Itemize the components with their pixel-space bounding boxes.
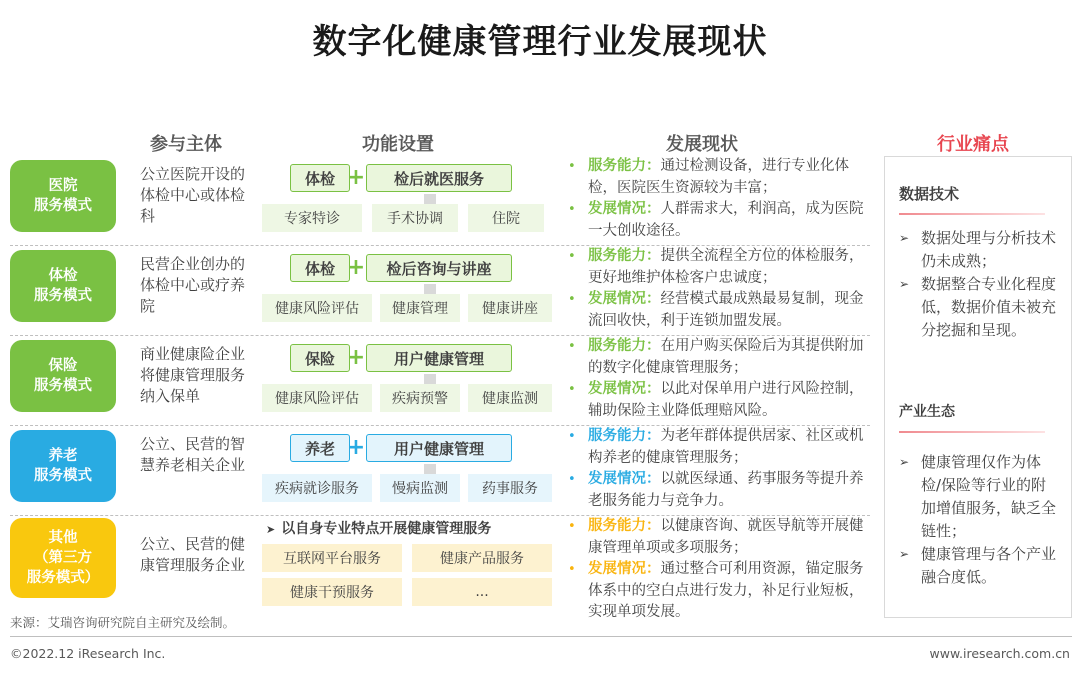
function-sub-pill: 健康风险评估 [262,384,372,412]
pain-item: 健康管理与各个产业融合度低。 [921,545,1057,586]
bullet-icon: • [568,292,576,307]
mode-line: 服务模式） [26,570,100,586]
pain-list-data-tech [899,227,1059,342]
actor-text: 公立、民营的智慧养老相关企业 [140,435,246,474]
ability-label: 服务能力： [588,428,661,444]
plus-icon: + [346,165,366,190]
other-function-title [266,518,491,538]
pain-heading-data-tech: 数据技术 [899,185,960,203]
function-main-pill: 用户健康管理 [366,344,512,372]
ability-label: 服务能力： [588,158,661,174]
footer-divider [10,636,1072,637]
mode-badge-elderly-care [10,430,116,502]
ability-text: 为老年群体提供居家、社区或机构养老的健康管理服务； [588,428,864,466]
actor-text: 商业健康险企业将健康管理服务纳入保单 [140,345,246,405]
bullet-icon: • [568,159,576,174]
pain-heading-underline [899,213,1045,215]
pain-points-panel [884,156,1072,618]
bullet-icon: • [568,249,576,264]
ability-text: 提供全流程全方位的体检服务，更好地维护体检客户忠诚度； [588,248,864,286]
dev-label: 发展情况： [588,471,661,487]
function-sub-pill: ... [412,578,552,606]
ability-label: 服务能力： [588,518,661,534]
function-sub-pill: 健康监测 [468,384,552,412]
footer-url[interactable]: www.iresearch.com.cn [929,646,1070,661]
bullet-icon: • [568,429,576,444]
dev-text: 以就医绿通、药事服务等提升养老服务能力与竞争力。 [588,471,864,509]
mode-badge-other [10,518,116,598]
dev-text: 人群需求大，利润高，成为医院一大创收途径。 [588,201,864,239]
function-main-pill: 养老 [290,434,350,462]
mode-line: 医院 [48,178,78,194]
bullet-icon: • [568,202,576,217]
row-other [10,518,870,620]
function-sub-pill: 健康产品服务 [412,544,552,572]
mode-badge-insurance [10,340,116,412]
arrow-right-icon: ➤ [266,523,276,536]
pain-heading-industry-ecology: 产业生态 [899,404,955,420]
function-sub-pill: 住院 [468,204,544,232]
function-main-pill: 保险 [290,344,350,372]
bullet-icon: • [568,562,576,577]
function-main-pill: 检后就医服务 [366,164,512,192]
row-elderly-care [10,430,870,512]
status-block [566,336,866,422]
function-sub-pill: 互联网平台服务 [262,544,402,572]
dev-label: 发展情况： [588,561,661,577]
function-main-pill: 用户健康管理 [366,434,512,462]
dev-text: 经营模式最成熟最易复制，现金流回收快，利于连锁加盟发展。 [588,291,864,329]
dev-label: 发展情况： [588,291,661,307]
column-header-function: 功能设置 [362,134,434,155]
column-header-pain: 行业痛点 [937,134,1009,155]
function-main-pill: 体检 [290,164,350,192]
ability-text: 在用户购买保险后为其提供附加的数字化健康管理服务； [588,338,864,376]
function-sub-pill: 慢病监测 [380,474,460,502]
function-main-pill: 体检 [290,254,350,282]
plus-icon: + [346,255,366,280]
pain-heading-underline [899,431,1045,433]
arrow-right-icon: ➢ [899,455,910,469]
row-insurance [10,340,870,422]
function-sub-pill: 疾病就诊服务 [262,474,372,502]
function-sub-pill: 手术协调 [372,204,458,232]
ability-text: 以健康咨询、就医导航等开展健康管理单项或多项服务； [588,518,864,556]
dev-label: 发展情况： [588,381,661,397]
actor-text: 公立医院开设的体检中心或体检科 [140,165,246,225]
status-block [566,156,866,242]
page-title: 数字化健康管理行业发展现状 [312,22,768,62]
function-sub-pill: 健康管理 [380,294,460,322]
bullet-icon: • [568,472,576,487]
function-sub-pill: 药事服务 [468,474,552,502]
status-block [566,516,866,624]
down-arrow-icon [424,284,436,294]
mode-line: 服务模式 [34,468,92,484]
dev-text: 以此对保单用户进行风险控制，辅助保险主业降低理赔风险。 [588,381,864,419]
column-header-status: 发展现状 [666,134,738,155]
function-sub-pill: 健康讲座 [468,294,552,322]
function-main-pill: 检后咨询与讲座 [366,254,512,282]
plus-icon: + [346,345,366,370]
source-note: 来源：艾瑞咨询研究院自主研究及绘制。 [10,615,236,630]
down-arrow-icon [424,374,436,384]
arrow-right-icon: ➢ [899,547,910,561]
footer-copyright: ©2022.12 iResearch Inc. [10,646,166,661]
other-function-title-text: 以自身专业特点开展健康管理服务 [281,521,492,537]
dev-text: 通过整合可利用资源，锚定服务体系中的空白点进行发力，补足行业短板，实现单项发展。 [588,561,864,620]
actor-text: 民营企业创办的体检中心或疗养院 [140,255,246,315]
ability-text: 通过检测设备，进行专业化体检，医院医生资源较为丰富； [588,158,849,196]
pain-list-industry-ecology [899,451,1059,589]
pain-item: 健康管理仅作为体检/保险等行业的附加增值服务，缺乏全链性； [921,453,1057,540]
function-sub-pill: 疾病预警 [380,384,460,412]
mode-badge-hospital [10,160,116,232]
status-block [566,246,866,332]
row-hospital [10,160,870,242]
bullet-icon: • [568,339,576,354]
actor-text: 公立、民营的健康管理服务企业 [140,535,246,574]
mode-line: 服务模式 [34,288,92,304]
column-header-actor: 参与主体 [150,134,222,155]
mode-line: 服务模式 [34,378,92,394]
function-sub-pill: 健康风险评估 [262,294,372,322]
down-arrow-icon [424,194,436,204]
arrow-right-icon: ➢ [899,231,910,245]
mode-line: 服务模式 [34,198,92,214]
mode-line: （第三方 [34,550,92,566]
down-arrow-icon [424,464,436,474]
function-sub-pill: 专家特诊 [262,204,362,232]
mode-line: 其他 [48,530,78,546]
mode-line: 养老 [48,448,78,464]
pain-item: 数据处理与分析技术仍未成熟； [921,229,1057,270]
row-checkup [10,250,870,332]
ability-label: 服务能力： [588,338,661,354]
mode-badge-checkup [10,250,116,322]
dev-label: 发展情况： [588,201,661,217]
bullet-icon: • [568,519,576,534]
pain-item: 数据整合专业化程度低，数据价值未被充分挖掘和呈现。 [921,275,1057,339]
plus-icon: + [346,435,366,460]
bullet-icon: • [568,382,576,397]
ability-label: 服务能力： [588,248,661,264]
function-sub-pill: 健康干预服务 [262,578,402,606]
status-block [566,426,866,512]
arrow-right-icon: ➢ [899,277,910,291]
mode-line: 保险 [48,358,78,374]
mode-line: 体检 [48,268,78,284]
